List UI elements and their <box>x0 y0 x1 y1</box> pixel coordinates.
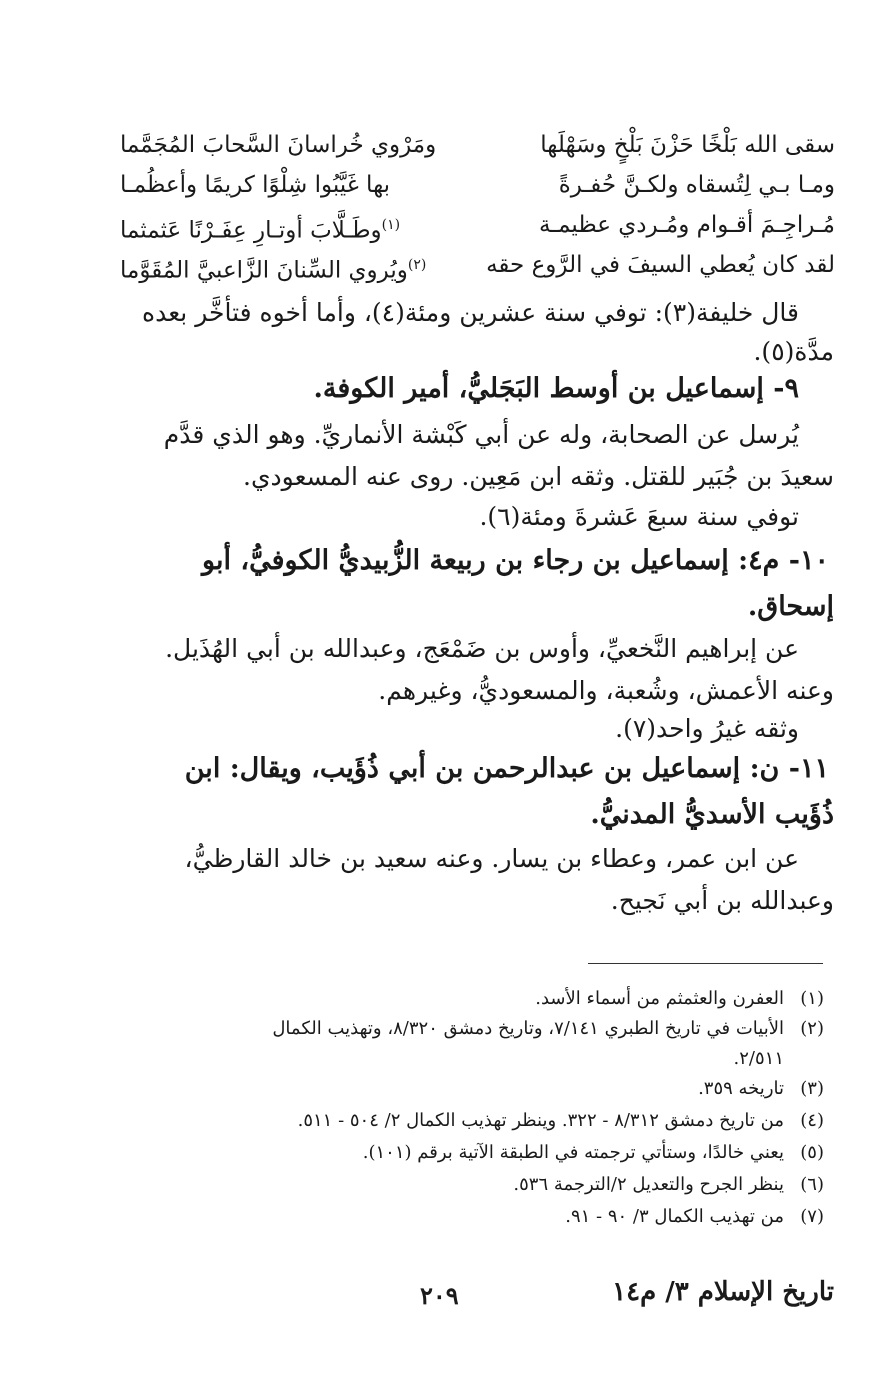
footnote-1: (١)العفرن والعثمثم من أسماء الأسد. <box>535 988 824 1009</box>
footnote-6: (٦)ينظر الجرح والتعديل ٢/الترجمة ٥٣٦. <box>513 1174 824 1195</box>
entry-11-line-1: عن ابن عمر، وعطاء بن يسار. وعنه سعيد بن خالد القارظيُّ، <box>184 844 799 873</box>
verse-second-hemistich: ومَرْوي خُراسانَ السَّحابَ المُجَمَّما <box>120 132 437 158</box>
poem-verse-1 <box>120 127 835 167</box>
entry-11-title-line-2: ذُؤَيب الأسديُّ المدنيُّ. <box>590 799 834 830</box>
poem-verse-2 <box>120 167 835 207</box>
footnote-7: (٧)من تهذيب الكمال ٣/ ٩٠ - ٩١. <box>565 1206 824 1227</box>
entry-10-line-3: وثقه غيرُ واحد(٧). <box>615 714 799 743</box>
entry-9-line-2: سعيدَ بن جُبَير للقتل. وثقه ابن مَعِين. روى عنه المسعودي. <box>243 462 834 491</box>
verse-second-hemistich: بها غَيَّبُوا شِلْوًا كريمًا وأعظُمـا <box>120 172 391 198</box>
verse-first-hemistich: ومـا بـي لِتُسقاه ولكـنَّ حُفـرةً <box>558 172 835 198</box>
verse-second-hemistich: $^{(١)}$وطَـلَّابَ أوتـارِ عِفَـرْنًا عَثمثما <box>120 217 401 244</box>
footnote-2-continued: ٢/٥١١. <box>733 1048 784 1069</box>
poem-verse-4 <box>120 247 835 287</box>
footnote-2: (٢)الأبيات في تاريخ الطبري ٧/١٤١، وتاريخ دمشق ٨/٣٢٠، وتهذيب الكمال <box>272 1018 824 1039</box>
footnote-marker: (١) <box>381 217 401 233</box>
verse-second-hemistich: $^{(٢)}$ويُروي السِّنانَ الزَّاعبيَّ المُقَوَّما <box>120 257 427 284</box>
footnote-marker: (٢) <box>407 257 427 273</box>
entry-11-title-line-1: ١١- ن: إسماعيل بن عبدالرحمن بن أبي ذُؤَيب، ويقال: ابن <box>184 753 829 784</box>
khalifa-line-2: مدَّة(٥). <box>753 337 834 366</box>
khalifa-line-1: قال خليفة(٣): توفي سنة عشرين ومئة(٤)، وأما أخوه فتأخَّر بعده <box>142 298 799 327</box>
page-number: ٢٠٩ <box>420 1281 459 1310</box>
entry-10-title-line-2: إسحاق. <box>747 591 834 622</box>
verse-first-hemistich: سقى الله بَلْخًا حَزْنَ بَلْخٍ وسَهْلَها <box>540 132 835 158</box>
entry-10-line-1: عن إبراهيم النَّخعيِّ، وأوس بن ضَمْعَج، وعبدالله بن أبي الهُذَيل. <box>165 634 799 663</box>
entry-9-title: ٩- إسماعيل بن أوسط البَجَليُّ، أمير الكوفة. <box>313 373 799 404</box>
book-signature: تاريخ الإسلام ٣/ م١٤ <box>612 1277 834 1307</box>
entry-10-title-line-1: ١٠- م٤: إسماعيل بن رجاء بن ربيعة الزُّبيديُّ الكوفيُّ، أبو <box>202 545 829 576</box>
verse-first-hemistich: لقد كان يُعطي السيفَ في الرَّوع حقه <box>486 252 835 278</box>
entry-10-line-2: وعنه الأعمش، وشُعبة، والمسعوديُّ، وغيرهم. <box>378 676 834 705</box>
verse-first-hemistich: مُـراجِـمَ أقـوام ومُـردي عظيمـة <box>539 212 835 238</box>
footnote-4: (٤)من تاريخ دمشق ٨/٣١٢ - ٣٢٢. وينظر تهذيب الكمال ٢/ ٥٠٤ - ٥١١. <box>297 1110 824 1131</box>
footnote-3: (٣)تاريخه ٣٥٩. <box>698 1078 824 1099</box>
entry-11-line-2: وعبدالله بن أبي نَجيح. <box>610 886 834 915</box>
footnote-separator <box>588 963 823 964</box>
poem-verse-3 <box>120 207 835 247</box>
entry-9-line-1: يُرسل عن الصحابة، وله عن أبي كَبْشة الأنماريِّ. وهو الذي قدَّم <box>163 420 799 449</box>
footnote-5: (٥)يعني خالدًا، وستأتي ترجمته في الطبقة الآتية برقم (١٠١). <box>362 1142 824 1163</box>
entry-9-line-3: توفي سنة سبعَ عَشرةَ ومئة(٦). <box>479 502 799 531</box>
